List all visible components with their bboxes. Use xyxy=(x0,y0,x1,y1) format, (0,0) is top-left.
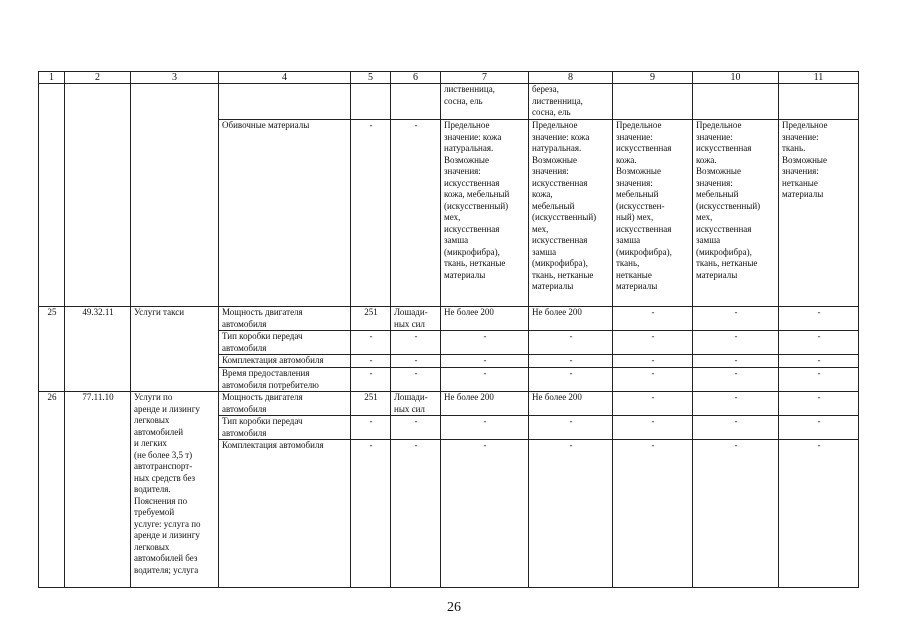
cell-value-7: - xyxy=(441,368,529,392)
cell-value-9: Предельное значение: искусственная кожа. Возможные значения: мебельный (искусствен- ный) мех, искусственная замша (микрофибра), ткань, нетканые материалы xyxy=(613,120,693,307)
cell-value-7: Не более 200 xyxy=(441,307,529,331)
cell-unit-name: - xyxy=(391,416,441,440)
col-header-3: 3 xyxy=(131,72,219,84)
cell-unit-name: - xyxy=(391,120,441,307)
col-header-5: 5 xyxy=(351,72,391,84)
cell-characteristic: Тип коробки передач автомобиля xyxy=(219,416,351,440)
col-header-9: 9 xyxy=(613,72,693,84)
table-row xyxy=(39,307,859,331)
characteristics-table xyxy=(38,71,859,588)
cell-number: 25 xyxy=(39,307,65,392)
cell-value-9: - xyxy=(613,416,693,440)
cell-unit-name: Лошади- ных сил xyxy=(391,392,441,416)
cell-unit-code: - xyxy=(351,331,391,355)
cell-value-8: - xyxy=(529,416,613,440)
cell-value-7: Не более 200 xyxy=(441,392,529,416)
cell-unit-code: 251 xyxy=(351,307,391,331)
cell-unit-code xyxy=(351,84,391,120)
cell-value-9: - xyxy=(613,331,693,355)
cell-unit-code: 251 xyxy=(351,392,391,416)
cell-unit-name: - xyxy=(391,368,441,392)
col-header-6: 6 xyxy=(391,72,441,84)
cell-characteristic: Мощность двигателя автомобиля xyxy=(219,392,351,416)
cell-value-8: - xyxy=(529,368,613,392)
cell-value-8: береза, лиственница, сосна, ель xyxy=(529,84,613,120)
cell-service: Услуги по аренде и лизингу легковых автомобилей и легких (не более 3,5 т) автотранспорт- ных средств без водителя. Пояснения по требуемой услуге: услуга по аренде и лизингу легковых автомобилей без водителя; услуга xyxy=(131,392,219,588)
cell-value-10: - xyxy=(693,416,779,440)
cell-value-10: - xyxy=(693,307,779,331)
cell-number: 26 xyxy=(39,392,65,588)
cell-value-9: - xyxy=(613,368,693,392)
cell-value-9: - xyxy=(613,307,693,331)
cell-value-7: - xyxy=(441,355,529,368)
cell-value-10: - xyxy=(693,331,779,355)
cell-value-7: Предельное значение: кожа натуральная. Возможные значения: искусственная кожа, мебельный (искусственный) мех, искусственная замша (микрофибра), ткань, нетканые материалы xyxy=(441,120,529,307)
cell-unit-code: - xyxy=(351,368,391,392)
col-header-8: 8 xyxy=(529,72,613,84)
cell-value-9 xyxy=(613,84,693,120)
page-number: 26 xyxy=(447,600,461,615)
cell-unit-name: - xyxy=(391,355,441,368)
cell-unit-name: Лошади- ных сил xyxy=(391,307,441,331)
cell-characteristic: Обивочные материалы xyxy=(219,120,351,307)
cell-value-8: - xyxy=(529,331,613,355)
column-number-row xyxy=(39,72,859,84)
cell-value-10 xyxy=(693,84,779,120)
col-header-10: 10 xyxy=(693,72,779,84)
cell-value-10: Предельное значение: искусственная кожа. Возможные значения: мебельный (искусственный) мех, искусственная замша (микрофибра), ткань, нетканые материалы xyxy=(693,120,779,307)
cell-value-11: - xyxy=(779,440,859,588)
cell-value-11 xyxy=(779,84,859,120)
cell-value-11: - xyxy=(779,355,859,368)
col-header-11: 11 xyxy=(779,72,859,84)
cell-value-8: - xyxy=(529,355,613,368)
cell-unit-name: - xyxy=(391,440,441,588)
cell-value-8: Не более 200 xyxy=(529,307,613,331)
cell-code: 49.32.11 xyxy=(65,307,131,392)
cell-service xyxy=(131,84,219,307)
col-header-2: 2 xyxy=(65,72,131,84)
col-header-7: 7 xyxy=(441,72,529,84)
cell-value-8: - xyxy=(529,440,613,588)
cell-value-8: Не более 200 xyxy=(529,392,613,416)
cell-value-11: Предельное значение: ткань. Возможные значения: нетканые материалы xyxy=(779,120,859,307)
cell-value-10: - xyxy=(693,440,779,588)
cell-value-8: Предельное значение: кожа натуральная. Возможные значения: искусственная кожа, мебельный (искусственный) мех, искусственная замша (микрофибра), ткань, нетканые материалы xyxy=(529,120,613,307)
cell-value-7: - xyxy=(441,416,529,440)
cell-value-10: - xyxy=(693,392,779,416)
cell-characteristic xyxy=(219,84,351,120)
cell-value-9: - xyxy=(613,440,693,588)
cell-unit-code: - xyxy=(351,120,391,307)
cell-characteristic: Мощность двигателя автомобиля xyxy=(219,307,351,331)
cell-value-11: - xyxy=(779,331,859,355)
cell-unit-name xyxy=(391,84,441,120)
cell-value-7: лиственница, сосна, ель xyxy=(441,84,529,120)
cell-characteristic: Комплектация автомобиля xyxy=(219,440,351,588)
cell-characteristic: Тип коробки передач автомобиля xyxy=(219,331,351,355)
cell-value-7: - xyxy=(441,440,529,588)
cell-characteristic: Время предоставления автомобиля потребителю xyxy=(219,368,351,392)
cell-value-7: - xyxy=(441,331,529,355)
cell-code xyxy=(65,84,131,307)
col-header-4: 4 xyxy=(219,72,351,84)
cell-characteristic: Комплектация автомобиля xyxy=(219,355,351,368)
cell-code: 77.11.10 xyxy=(65,392,131,588)
cell-value-9: - xyxy=(613,355,693,368)
table-row xyxy=(39,392,859,416)
cell-value-11: - xyxy=(779,368,859,392)
cell-unit-code: - xyxy=(351,440,391,588)
cell-value-11: - xyxy=(779,392,859,416)
cell-value-10: - xyxy=(693,368,779,392)
cell-value-11: - xyxy=(779,416,859,440)
cell-unit-name: - xyxy=(391,331,441,355)
cell-number xyxy=(39,84,65,307)
table-row xyxy=(39,84,859,120)
cell-unit-code: - xyxy=(351,416,391,440)
cell-unit-code: - xyxy=(351,355,391,368)
cell-value-10: - xyxy=(693,355,779,368)
col-header-1: 1 xyxy=(39,72,65,84)
cell-value-11: - xyxy=(779,307,859,331)
cell-service: Услуги такси xyxy=(131,307,219,392)
cell-value-9: - xyxy=(613,392,693,416)
